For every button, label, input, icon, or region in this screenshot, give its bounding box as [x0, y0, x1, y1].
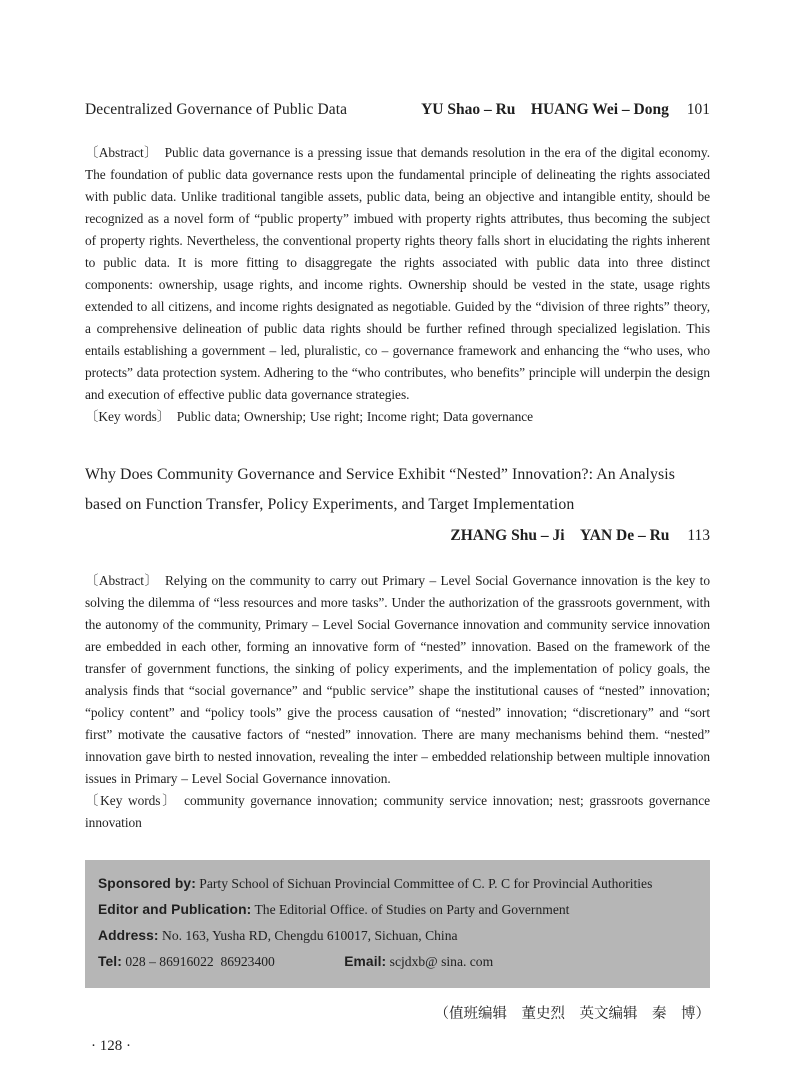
info-row-editor [98, 897, 696, 923]
article-1-abstract [85, 142, 710, 406]
abstract-text: Public data governance is a pressing issue that demands resolution in the era of the digital economy. The foundation of public data governance rests upon the fundamental principle of delineating the rights associated with public data. Unlike traditional tangible assets, public data, being an objective and intangible entity, should be recognized as a novel form of “public property” imbued with property rights attributes, thus becoming the subject of property rights. Nevertheless, the conventional property rights theory falls short in elucidating the rights inherent to public data. It is more fitting to disaggregate the rights associated with public data into three distinct components: ownership, usage rights, and income rights. Ownership should be vested in the state, usage rights extended to all citizens, and income rights designated as negotiable. Guided by the “division of three rights” theory, a comprehensive delineation of public data rights should be further refined through specialized legislation. This entails establishing a government – led, pluralistic, co – governance framework and enhancing the “who uses, who protects” data protection system. Adhering to the “who contributes, who benefits” principle will underpin the design and execution of effective public data governance strategies. [85, 145, 710, 402]
address-label: Address: [98, 928, 159, 943]
tel-value: 028 – 86916022 86923400 [125, 954, 275, 969]
journal-info-box [85, 860, 710, 988]
article-1-keywords [85, 406, 710, 428]
article-2-keywords [85, 790, 710, 834]
abstract-text: Relying on the community to carry out Primary – Level Social Governance innovation is the key to solving the dilemma of “less resources and more tasks”. Under the authorization of the grassroots government, with the autonomy of the community, Primary – Level Social Governance innovation and community service innovation are embedded in each other, forming an innovative form of “nested” innovation. Based on the framework of the transfer of government functions, the sinking of policy experiments, and the implementation of policy goals, the analysis finds that “social governance” and “public service” shape the institutional causes of “nested” innovation; “policy content” and “policy tools” give the process causation of “nested” innovation; “discretionary” and “sort first” motivate the causative factors of “nested” innovation. There are many mechanisms behind them. “nested” innovation gave birth to nested innovation, revealing the inter – embedded relationship between multiple innovation issues in Primary – Level Social Governance innovation. [85, 573, 710, 786]
keywords-label: 〔Key words〕 [85, 409, 177, 424]
article-2-abstract [85, 570, 710, 790]
email-label: Email: [344, 954, 387, 969]
article-2-byline [85, 524, 710, 548]
sponsor-value: Party School of Sichuan Provincial Committee of C. P. C for Provincial Authorities [199, 876, 653, 891]
article-1-header [85, 100, 710, 120]
duty-editors-line: （值班编辑 董史烈 英文编辑 秦 博） [434, 1006, 710, 1022]
email-value: scjdxb@ sina. com [389, 954, 494, 969]
info-row-sponsor [98, 871, 696, 897]
abstract-label: 〔Abstract〕 [85, 145, 165, 160]
tel-group [98, 954, 278, 969]
info-row-tel-email [98, 949, 696, 975]
article-2-page-number: 113 [687, 527, 710, 544]
info-row-address [98, 923, 696, 949]
article-2-authors: ZHANG Shu – Ji YAN De – Ru [450, 527, 670, 544]
tel-label: Tel: [98, 954, 122, 969]
editor-value: The Editorial Office. of Studies on Party and Government [254, 902, 570, 917]
keywords-label: 〔Key words〕 [85, 793, 185, 808]
article-1-byline [421, 100, 710, 120]
folio-page-number: · 128 · [91, 1038, 131, 1054]
keywords-text: community governance innovation; community service innovation; nest; grassroots governance innovation [85, 793, 710, 830]
article-1-page-number: 101 [686, 101, 710, 118]
abstract-label: 〔Abstract〕 [85, 573, 166, 588]
address-value: No. 163, Yusha RD, Chengdu 610017, Sichuan, China [162, 928, 458, 943]
sponsor-label: Sponsored by: [98, 876, 196, 891]
keywords-text: Public data; Ownership; Use right; Income right; Data governance [176, 409, 534, 424]
article-2-title: Why Does Community Governance and Service Exhibit “Nested” Innovation?: An Analysis based on Function Transfer, Policy Experiments, and Target Implementation [85, 466, 676, 513]
editor-label: Editor and Publication: [98, 902, 252, 917]
email-group [344, 954, 493, 969]
article-1-running-title: Decentralized Governance of Public Data [85, 101, 348, 118]
article-1-authors: YU Shao – Ru HUANG Wei – Dong [421, 101, 669, 118]
